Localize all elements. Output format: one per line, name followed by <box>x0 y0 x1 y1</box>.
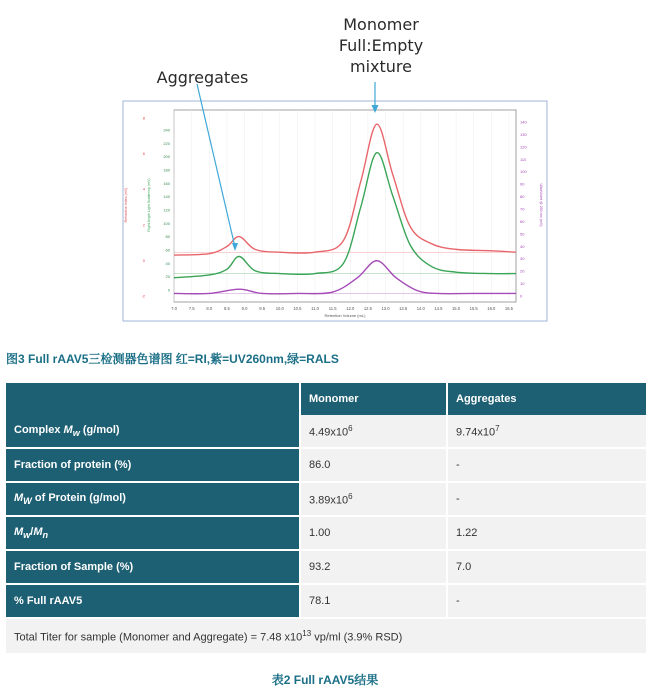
rals-tick-label: 140 <box>163 194 170 200</box>
x-tick-label: 15.0 <box>451 306 461 311</box>
x-tick-label: 16.0 <box>487 306 496 311</box>
x-tick-label: 8.5 <box>223 306 230 311</box>
rals-tick-label: 100 <box>163 220 170 226</box>
ri-tick-label: 6 <box>142 151 145 157</box>
uv-tick-label: 40 <box>520 243 525 249</box>
x-tick-label: 9.5 <box>259 306 266 311</box>
cell-aggregates: 7.0 <box>447 550 646 584</box>
row-label-fraction-sample: Fraction of Sample (%) <box>6 550 300 584</box>
table-row <box>6 516 646 550</box>
table-row <box>6 584 646 618</box>
row-label-full-raav5: % Full rAAV5 <box>6 584 300 618</box>
x-tick-label: 14.5 <box>434 306 443 311</box>
annotation-monomer-line-1: Monomer <box>343 15 419 34</box>
annotation-monomer-line-2: Full:Empty <box>338 36 424 55</box>
table-row <box>6 415 646 448</box>
table-header-row <box>6 383 646 415</box>
ri-tick-label: -2 <box>141 293 145 299</box>
uv-tick-label: 20 <box>520 268 525 274</box>
cell-aggregates: - <box>447 482 646 516</box>
x-tick-label: 15.5 <box>469 306 478 311</box>
header-aggregates: Aggregates <box>447 383 646 415</box>
x-tick-label: 14.0 <box>416 306 425 311</box>
annotation-monomer-line-3: mixture <box>350 57 412 76</box>
x-tick-label: 7.0 <box>171 306 177 311</box>
x-axis-label: Retention Volume (mL) <box>324 313 366 318</box>
cell-aggregates: - <box>447 448 646 482</box>
row-label-mw-mn: $M_w/M_n$ <box>6 516 300 550</box>
cell-monomer: 86.0 <box>300 448 447 482</box>
cell-monomer: $4.49x10^6$ <box>300 415 447 448</box>
uv-tick-label: 120 <box>520 144 527 150</box>
x-tick-label: 10.0 <box>275 306 284 311</box>
rals-tick-label: 60 <box>165 247 170 253</box>
ri-tick-label: 4 <box>142 186 145 192</box>
x-tick-label: 9.0 <box>241 306 248 311</box>
rals-tick-label: 120 <box>163 207 170 213</box>
rals-tick-label: 240 <box>163 127 170 133</box>
x-tick-label: 12.5 <box>363 306 372 311</box>
uv-tick-label: 80 <box>520 194 525 200</box>
rals-tick-label: 80 <box>165 234 170 240</box>
table-row <box>6 550 646 584</box>
rals-tick-label: 40 <box>165 260 170 266</box>
cell-aggregates: $9.74x10^7$ <box>447 415 646 448</box>
uv-tick-label: 130 <box>520 131 527 137</box>
cell-monomer: 93.2 <box>300 550 447 584</box>
x-tick-label: 13.0 <box>381 306 390 311</box>
ri-axis-label: Refractive Index (mV) <box>124 187 128 223</box>
uv-tick-label: 60 <box>520 218 525 224</box>
figure-caption: 图3 Full rAAV5三检测器色谱图 红=RI,紫=UV260nm,绿=RALS <box>6 352 339 366</box>
cell-aggregates: - <box>447 584 646 618</box>
uv-tick-label: 110 <box>520 156 527 162</box>
cell-monomer: 1.00 <box>300 516 447 550</box>
x-tick-label: 16.5 <box>504 306 514 311</box>
x-tick-label: 8.0 <box>206 306 213 311</box>
annotation-aggregates: Aggregates <box>156 68 249 87</box>
uv-tick-label: 100 <box>520 169 527 175</box>
uv-tick-label: 70 <box>520 206 525 212</box>
rals-tick-label: 220 <box>163 140 170 146</box>
uv-tick-label: 30 <box>520 256 525 262</box>
rals-axis-label: Right Angle Light Scattering (mV) <box>147 178 151 232</box>
cell-monomer: $3.89x10^6$ <box>300 482 447 516</box>
ri-tick-label: 2 <box>142 222 145 228</box>
header-monomer: Monomer <box>300 383 447 415</box>
row-label-complex-mw: Complex $M_w$ (g/mol) <box>6 415 300 448</box>
row-label-mw-protein: $M_W$ of Protein (g/mol) <box>6 482 300 516</box>
x-tick-label: 11.5 <box>328 306 337 311</box>
rals-tick-label: 180 <box>163 167 170 173</box>
uv-tick-label: 90 <box>520 181 525 187</box>
uv-tick-label: 50 <box>520 231 525 237</box>
cell-monomer: 78.1 <box>300 584 447 618</box>
table-total-row <box>6 618 646 654</box>
x-tick-label: 7.5 <box>188 306 195 311</box>
ri-tick-label: 8 <box>142 115 145 121</box>
x-tick-label: 10.5 <box>293 306 302 311</box>
rals-tick-label: 20 <box>165 274 170 280</box>
uv-tick-label: 140 <box>520 119 527 125</box>
total-titer: Total Titer for sample (Monomer and Aggregate) = 7.48 $x10^{13}$ vp/ml (3.9% RSD) <box>6 618 646 654</box>
uv-tick-label: 0 <box>520 293 523 299</box>
table-row <box>6 482 646 516</box>
cell-aggregates: 1.22 <box>447 516 646 550</box>
rals-tick-label: 160 <box>163 180 170 186</box>
ri-tick-label: 0 <box>142 257 145 263</box>
chromatogram-chart <box>0 0 650 330</box>
table-caption: 表2 Full rAAV5结果 <box>271 673 379 687</box>
table-row <box>6 448 646 482</box>
uv-axis-label: UltraViolet @ 260 nm (mV) <box>539 183 543 227</box>
results-table <box>6 383 646 655</box>
x-tick-label: 11.0 <box>311 306 319 311</box>
row-label-fraction-protein: Fraction of protein (%) <box>6 448 300 482</box>
x-tick-label: 12.0 <box>346 306 355 311</box>
rals-tick-label: 0 <box>167 287 170 293</box>
uv-tick-label: 10 <box>520 281 525 287</box>
header-empty <box>6 383 300 415</box>
rals-tick-label: 200 <box>163 154 170 160</box>
x-tick-label: 13.5 <box>399 306 408 311</box>
